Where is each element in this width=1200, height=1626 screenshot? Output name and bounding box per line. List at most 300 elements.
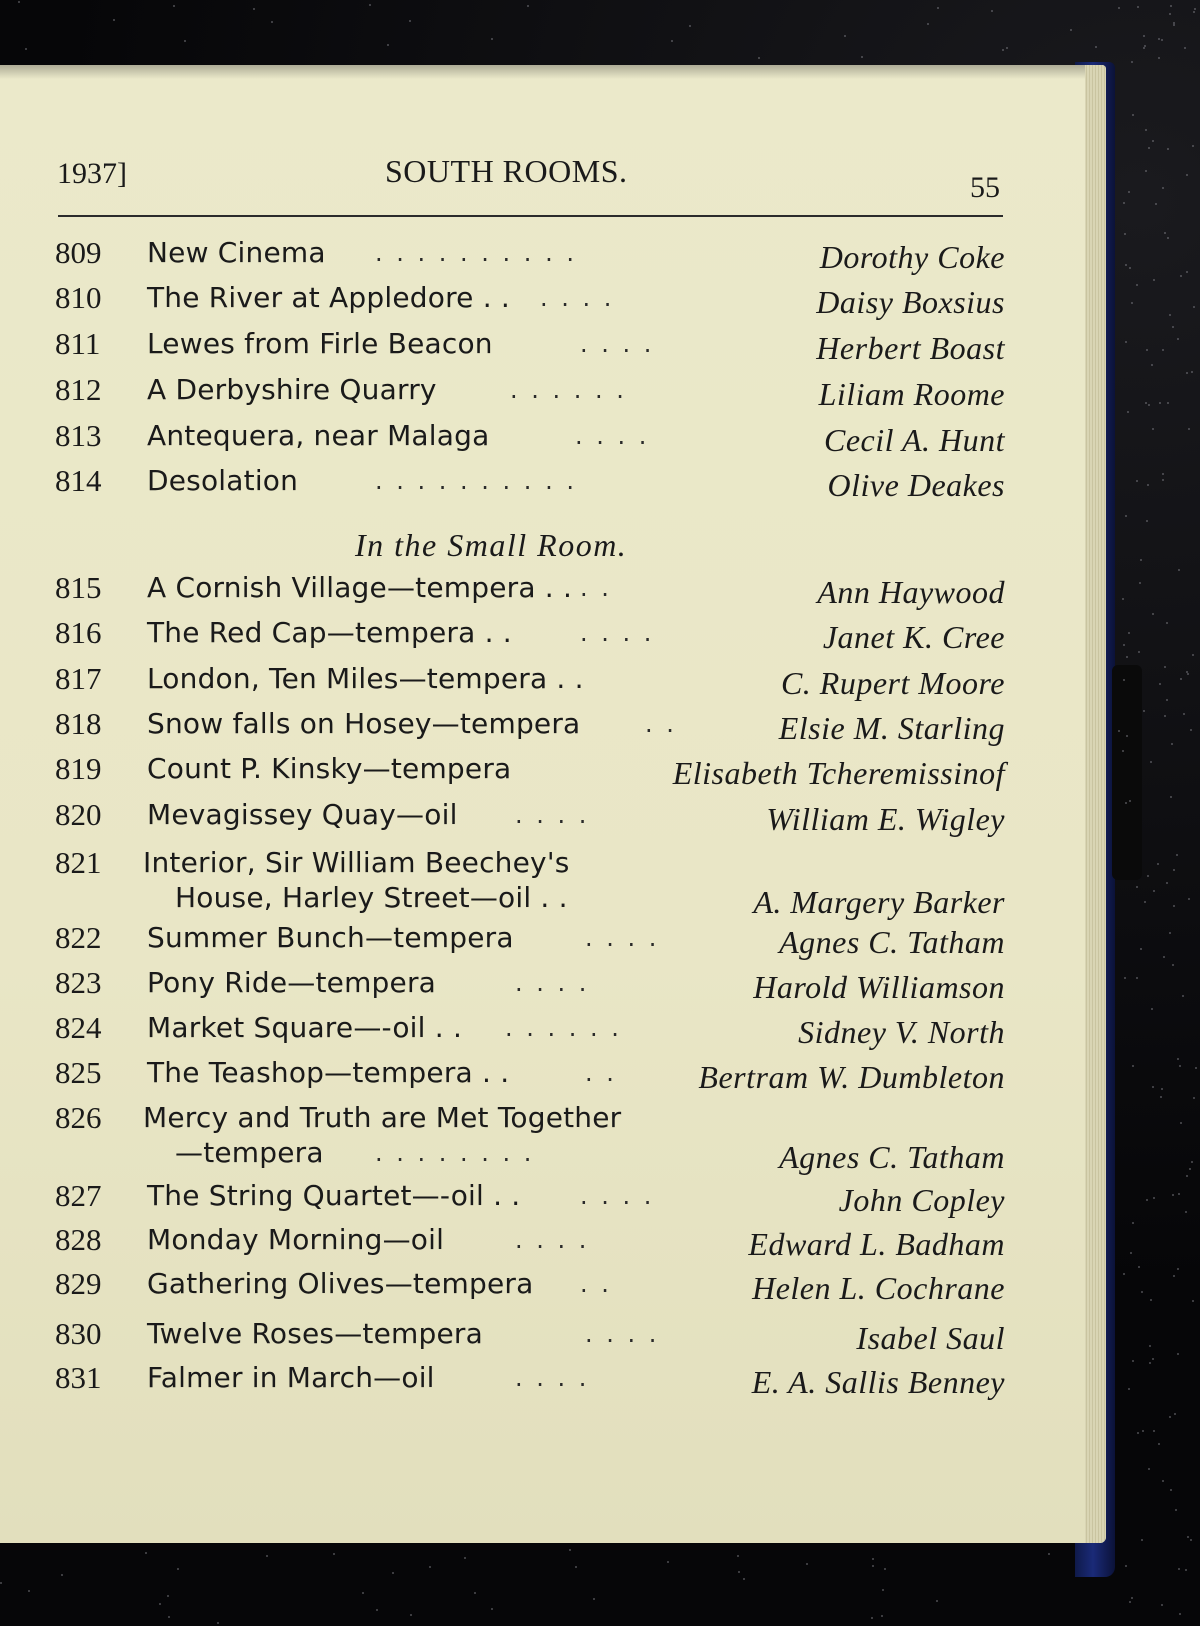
- background-speck: [1186, 372, 1188, 374]
- background-speck: [1146, 349, 1148, 351]
- background-speck: [1177, 1268, 1179, 1270]
- entry-number: 824: [55, 1010, 102, 1045]
- background-speck: [18, 1, 20, 3]
- entry-number: 817: [55, 661, 102, 696]
- background-speck: [1178, 1568, 1180, 1570]
- dot-leader: . . . .: [580, 330, 655, 358]
- background-speck: [936, 1600, 938, 1602]
- entry-artist: Agnes C. Tatham: [779, 924, 1005, 960]
- background-speck: [527, 5, 529, 7]
- entry-number: 813: [55, 418, 102, 453]
- background-speck: [1151, 1008, 1153, 1010]
- background-speck: [1152, 613, 1154, 615]
- dot-leader: . . . .: [540, 284, 615, 312]
- background-speck: [1162, 1480, 1164, 1482]
- background-speck: [184, 40, 186, 42]
- background-speck: [1172, 1194, 1174, 1196]
- entry-number: 829: [55, 1266, 102, 1301]
- background-speck: [1195, 1067, 1197, 1069]
- background-speck: [872, 1565, 874, 1567]
- entry-title: Monday Morning—oil: [147, 1223, 445, 1256]
- entry-number: 823: [55, 965, 102, 1000]
- background-speck: [593, 1598, 595, 1600]
- background-speck: [1149, 1345, 1151, 1347]
- background-speck: [1132, 1065, 1134, 1067]
- background-speck: [1152, 1086, 1154, 1088]
- background-speck: [667, 1561, 669, 1563]
- background-speck: [1193, 1097, 1195, 1099]
- entry-number: 812: [55, 372, 102, 407]
- background-speck: [387, 44, 389, 46]
- background-speck: [1124, 233, 1126, 235]
- background-speck: [1125, 341, 1127, 343]
- background-speck: [1136, 977, 1138, 979]
- entry-title: The Red Cap—tempera . .: [147, 616, 512, 649]
- background-speck: [1128, 1388, 1130, 1390]
- background-speck: [1138, 1266, 1140, 1268]
- background-speck: [1161, 1088, 1163, 1090]
- background-speck: [1169, 314, 1171, 316]
- background-speck: [1126, 656, 1128, 658]
- entry-title-continued: —tempera: [175, 1136, 324, 1169]
- background-speck: [1118, 730, 1120, 732]
- background-speck: [844, 35, 846, 37]
- entry-title: Antequera, near Malaga: [147, 419, 490, 452]
- background-speck: [1142, 1430, 1144, 1432]
- background-speck: [1137, 6, 1139, 8]
- background-speck: [217, 1622, 219, 1624]
- background-speck: [1144, 901, 1146, 903]
- background-speck: [1152, 428, 1154, 430]
- header-year: 1937]: [57, 157, 127, 190]
- dot-leader: . . . .: [580, 1182, 655, 1210]
- background-speck: [1132, 1360, 1134, 1362]
- entry-title: Twelve Roses—tempera: [147, 1317, 483, 1350]
- entry-title: Desolation: [147, 464, 299, 497]
- background-speck: [1192, 1300, 1194, 1302]
- background-speck: [1172, 326, 1174, 328]
- background-speck: [937, 7, 939, 9]
- entry-number: 828: [55, 1222, 102, 1257]
- background-speck: [1002, 49, 1004, 51]
- background-speck: [1070, 29, 1072, 31]
- background-speck: [1187, 1536, 1189, 1538]
- background-speck: [1129, 267, 1131, 269]
- background-speck: [1131, 302, 1133, 304]
- entry-artist: C. Rupert Moore: [780, 665, 1005, 701]
- background-speck: [1175, 1509, 1177, 1511]
- background-speck: [1129, 1601, 1131, 1603]
- entry-artist: Isabel Saul: [856, 1320, 1005, 1356]
- entry-number: 821: [55, 845, 102, 880]
- background-speck: [0, 1582, 2, 1584]
- entry-artist: Janet K. Cree: [822, 619, 1005, 655]
- background-speck: [113, 19, 115, 21]
- background-speck: [1182, 995, 1184, 997]
- background-speck: [1158, 38, 1160, 40]
- dot-leader: . . . . . .: [510, 376, 627, 404]
- section-heading: In the Small Room.: [355, 527, 628, 563]
- background-speck: [1153, 279, 1155, 281]
- entry-title: Falmer in March—oil: [147, 1361, 435, 1394]
- background-speck: [1118, 7, 1120, 9]
- background-speck: [1143, 710, 1145, 712]
- background-speck: [1177, 338, 1179, 340]
- background-speck: [1188, 898, 1190, 900]
- background-speck: [1191, 1161, 1193, 1163]
- background-speck: [1161, 39, 1163, 41]
- background-speck: [369, 4, 371, 6]
- entry-title: The Teashop—tempera . .: [147, 1056, 510, 1089]
- entry-title: Mevagissey Quay—oil: [147, 798, 458, 831]
- background-speck: [1166, 882, 1168, 884]
- entry-number: 827: [55, 1178, 102, 1213]
- entry-number: 819: [55, 751, 102, 786]
- background-speck: [1167, 402, 1169, 404]
- background-speck: [271, 21, 273, 23]
- entry-artist: Dorothy Coke: [819, 239, 1005, 275]
- background-speck: [1173, 1275, 1175, 1277]
- dot-leader: . . . .: [585, 924, 660, 952]
- entry-number: 831: [55, 1360, 102, 1395]
- entry-number: 830: [55, 1316, 102, 1351]
- entry-artist: Helen L. Cochrane: [752, 1270, 1005, 1306]
- background-speck: [1147, 484, 1149, 486]
- entry-artist: John Copley: [838, 1182, 1005, 1218]
- background-speck: [1186, 671, 1188, 673]
- background-speck: [575, 1566, 577, 1568]
- background-speck: [872, 1558, 874, 1560]
- background-speck: [1152, 1358, 1154, 1360]
- background-speck: [1145, 129, 1147, 131]
- background-speck: [871, 1617, 873, 1619]
- background-speck: [991, 10, 993, 12]
- background-speck: [1188, 428, 1190, 430]
- entry-number: 825: [55, 1055, 102, 1090]
- background-speck: [1125, 515, 1127, 517]
- dot-leader: . . . .: [515, 1226, 590, 1254]
- background-speck: [1160, 1096, 1162, 1098]
- background-speck: [1143, 35, 1145, 37]
- background-speck: [1189, 1168, 1191, 1170]
- background-speck: [1173, 869, 1175, 871]
- background-speck: [1153, 890, 1155, 892]
- entry-artist: Bertram W. Dumbleton: [698, 1059, 1005, 1095]
- entry-number: 811: [55, 326, 101, 361]
- dot-leader: . . . .: [585, 1320, 660, 1348]
- background-speck: [464, 1557, 466, 1559]
- entry-number: 810: [55, 280, 102, 315]
- entry-title: Snow falls on Hosey—tempera: [147, 707, 581, 740]
- dot-leader: . .: [645, 710, 677, 738]
- entry-title: Mercy and Truth are Met Together: [143, 1101, 622, 1134]
- background-speck: [1131, 1597, 1133, 1599]
- background-speck: [1141, 1539, 1143, 1541]
- background-speck: [1184, 47, 1186, 49]
- background-speck: [1128, 632, 1130, 634]
- entry-artist: Elisabeth Tcheremissinof: [672, 755, 1005, 791]
- entry-number: 815: [55, 570, 102, 605]
- background-speck: [1167, 237, 1169, 239]
- background-speck: [1158, 1443, 1160, 1445]
- background-speck: [1006, 47, 1008, 49]
- background-speck: [1159, 402, 1161, 404]
- background-speck: [1186, 1175, 1188, 1177]
- entry-number: 809: [55, 235, 102, 270]
- background-speck: [1190, 1539, 1192, 1541]
- background-speck: [1180, 275, 1182, 277]
- background-speck: [1173, 905, 1175, 907]
- background-speck: [1179, 1613, 1181, 1615]
- header-rule: [58, 215, 1003, 217]
- background-speck: [410, 1614, 412, 1616]
- background-speck: [1140, 948, 1142, 950]
- background-speck: [738, 1571, 740, 1573]
- background-speck: [1166, 699, 1168, 701]
- background-speck: [1162, 349, 1164, 351]
- background-speck: [1152, 140, 1154, 142]
- background-speck: [1126, 735, 1128, 737]
- background-speck: [409, 20, 411, 22]
- entry-artist: Harold Williamson: [753, 969, 1005, 1005]
- entry-artist: E. A. Sallis Benney: [751, 1364, 1005, 1400]
- background-speck: [1122, 598, 1124, 600]
- entry-title: Interior, Sir William Beechey's: [143, 846, 570, 879]
- background-speck: [1146, 1199, 1148, 1201]
- background-speck: [1048, 1553, 1050, 1555]
- background-speck: [743, 1578, 745, 1580]
- background-speck: [1130, 1252, 1132, 1254]
- entry-title: Lewes from Firle Beacon: [147, 327, 493, 360]
- background-speck: [1169, 1416, 1171, 1418]
- background-speck: [1164, 715, 1166, 717]
- dot-leader: . . . . . . . .: [375, 1139, 535, 1167]
- background-speck: [1192, 145, 1194, 147]
- entry-artist: Herbert Boast: [816, 330, 1005, 366]
- background-speck: [1125, 1565, 1127, 1567]
- background-speck: [1177, 1353, 1179, 1355]
- dot-leader: . .: [580, 574, 612, 602]
- background-speck: [1148, 1468, 1150, 1470]
- entry-number: 818: [55, 706, 102, 741]
- catalogue-page: [0, 65, 1085, 1543]
- entry-title: Summer Bunch—tempera: [147, 921, 514, 954]
- entry-artist: Sidney V. North: [798, 1014, 1005, 1050]
- background-speck: [1193, 306, 1195, 308]
- background-speck: [1167, 148, 1169, 150]
- background-speck: [1132, 114, 1134, 116]
- background-speck: [362, 1592, 364, 1594]
- background-speck: [1170, 5, 1172, 7]
- entry-title: New Cinema: [147, 236, 326, 269]
- background-speck: [569, 1549, 571, 1551]
- background-speck: [167, 1595, 169, 1597]
- background-speck: [1125, 264, 1127, 266]
- entry-artist: Edward L. Badham: [748, 1226, 1005, 1262]
- background-speck: [758, 57, 760, 59]
- background-speck: [1164, 232, 1166, 234]
- background-speck: [1186, 174, 1188, 176]
- page-number: 55: [970, 171, 1000, 204]
- background-speck: [737, 1555, 739, 1557]
- background-speck: [1169, 932, 1171, 934]
- dot-leader: . .: [585, 1059, 617, 1087]
- background-speck: [159, 1603, 161, 1605]
- background-speck: [1162, 187, 1164, 189]
- background-speck: [1125, 802, 1127, 804]
- background-speck: [1123, 202, 1125, 204]
- dot-leader: . . . .: [575, 422, 650, 450]
- entry-title: Count P. Kinsky—tempera: [147, 752, 512, 785]
- background-speck: [671, 40, 673, 42]
- background-speck: [145, 1552, 147, 1554]
- background-speck: [1169, 13, 1171, 15]
- background-speck: [177, 1568, 179, 1570]
- dot-leader: . . . . . . . . . .: [375, 467, 577, 495]
- background-speck: [1170, 1489, 1172, 1491]
- background-speck: [1164, 666, 1166, 668]
- background-speck: [1193, 11, 1195, 13]
- background-speck: [429, 1566, 431, 1568]
- background-speck: [1155, 203, 1157, 205]
- background-speck: [1162, 479, 1164, 481]
- dot-leader: . . . .: [515, 801, 590, 829]
- background-speck: [1186, 271, 1188, 273]
- background-speck: [1139, 582, 1141, 584]
- background-speck: [173, 5, 175, 7]
- background-speck: [474, 1592, 476, 1594]
- background-speck: [1132, 1222, 1134, 1224]
- background-speck: [1172, 964, 1174, 966]
- background-speck: [25, 48, 27, 50]
- entry-number: 822: [55, 920, 102, 955]
- background-speck: [1185, 1569, 1187, 1571]
- background-speck: [392, 1572, 394, 1574]
- entry-number: 814: [55, 463, 102, 498]
- background-speck: [61, 1574, 63, 1576]
- entry-artist: Agnes C. Tatham: [779, 1139, 1005, 1175]
- background-speck: [1143, 47, 1145, 49]
- background-speck: [1123, 1273, 1125, 1275]
- background-speck: [1141, 1291, 1143, 1293]
- background-speck: [1179, 1065, 1181, 1067]
- background-speck: [333, 1553, 335, 1555]
- background-speck: [1149, 1362, 1151, 1364]
- background-speck: [1174, 1413, 1176, 1415]
- background-speck: [1162, 473, 1164, 475]
- background-speck: [1161, 1604, 1163, 1606]
- background-speck: [1173, 24, 1175, 26]
- background-speck: [1150, 761, 1152, 763]
- background-speck: [491, 38, 493, 40]
- background-speck: [1185, 1211, 1187, 1213]
- background-speck: [1124, 977, 1126, 979]
- entry-number: 826: [55, 1100, 102, 1135]
- background-speck: [1163, 956, 1165, 958]
- background-speck: [1136, 886, 1138, 888]
- background-speck: [1171, 743, 1173, 745]
- background-speck: [1122, 750, 1124, 752]
- background-speck: [1095, 46, 1097, 48]
- entry-title: Pony Ride—tempera: [147, 966, 437, 999]
- background-speck: [1145, 170, 1147, 172]
- background-speck: [1137, 1432, 1139, 1434]
- background-speck: [1128, 191, 1130, 193]
- background-speck: [881, 1615, 883, 1617]
- dot-leader: . . . . . .: [505, 1014, 622, 1042]
- background-speck: [1136, 284, 1138, 286]
- entry-title: The River at Appledore . .: [147, 281, 510, 314]
- background-speck: [1123, 644, 1125, 646]
- background-speck: [1148, 404, 1150, 406]
- background-speck: [1178, 1193, 1180, 1195]
- background-speck: [1138, 651, 1140, 653]
- background-speck: [1166, 622, 1168, 624]
- background-speck: [1150, 1299, 1152, 1301]
- background-speck: [1145, 402, 1147, 404]
- background-speck: [1192, 654, 1194, 656]
- background-speck: [1178, 569, 1180, 571]
- background-speck: [1148, 147, 1150, 149]
- entry-artist: Olive Deakes: [827, 467, 1005, 503]
- entry-title: The String Quartet—-oil . .: [147, 1179, 521, 1212]
- background-speck: [491, 1608, 493, 1610]
- dot-leader: . . . .: [580, 619, 655, 647]
- background-speck: [1158, 57, 1160, 59]
- background-speck: [1191, 371, 1193, 373]
- background-speck: [1136, 480, 1138, 482]
- background-speck: [1190, 729, 1192, 731]
- background-speck: [927, 23, 929, 25]
- entry-number: 816: [55, 615, 102, 650]
- entry-artist: William E. Wigley: [766, 801, 1005, 837]
- ribbon-strap: [1112, 665, 1142, 880]
- background-speck: [806, 1563, 808, 1565]
- entry-artist: Cecil A. Hunt: [824, 422, 1005, 458]
- entry-title: Gathering Olives—tempera: [147, 1267, 534, 1300]
- entry-number: 820: [55, 797, 102, 832]
- dot-leader: . . . . . . . . . .: [375, 239, 577, 267]
- background-speck: [689, 25, 691, 27]
- background-speck: [882, 1589, 884, 1591]
- dot-leader: . . . .: [515, 969, 590, 997]
- entry-title-continued: House, Harley Street—oil . .: [175, 881, 568, 914]
- background-speck: [168, 1616, 170, 1618]
- entry-title: A Derbyshire Quarry: [147, 373, 437, 406]
- background-speck: [1159, 683, 1161, 685]
- entry-artist: Liliam Roome: [818, 376, 1005, 412]
- background-speck: [28, 1590, 30, 1592]
- entry-artist: Elsie M. Starling: [778, 710, 1005, 746]
- background-speck: [1180, 678, 1182, 680]
- background-speck: [1187, 673, 1189, 675]
- background-speck: [1176, 854, 1178, 856]
- background-speck: [1127, 411, 1129, 413]
- background-speck: [1151, 364, 1153, 366]
- background-speck: [1183, 713, 1185, 715]
- background-speck: [1157, 863, 1159, 865]
- entry-artist: A. Margery Barker: [753, 884, 1005, 920]
- background-speck: [1140, 559, 1142, 561]
- background-speck: [1180, 1122, 1182, 1124]
- background-speck: [884, 1568, 886, 1570]
- entry-title: London, Ten Miles—tempera . .: [147, 662, 584, 695]
- background-speck: [1147, 875, 1149, 877]
- entry-title: A Cornish Village—tempera . .: [147, 571, 573, 604]
- header-title: SOUTH ROOMS.: [385, 153, 628, 189]
- background-speck: [253, 8, 255, 10]
- background-speck: [1153, 1197, 1155, 1199]
